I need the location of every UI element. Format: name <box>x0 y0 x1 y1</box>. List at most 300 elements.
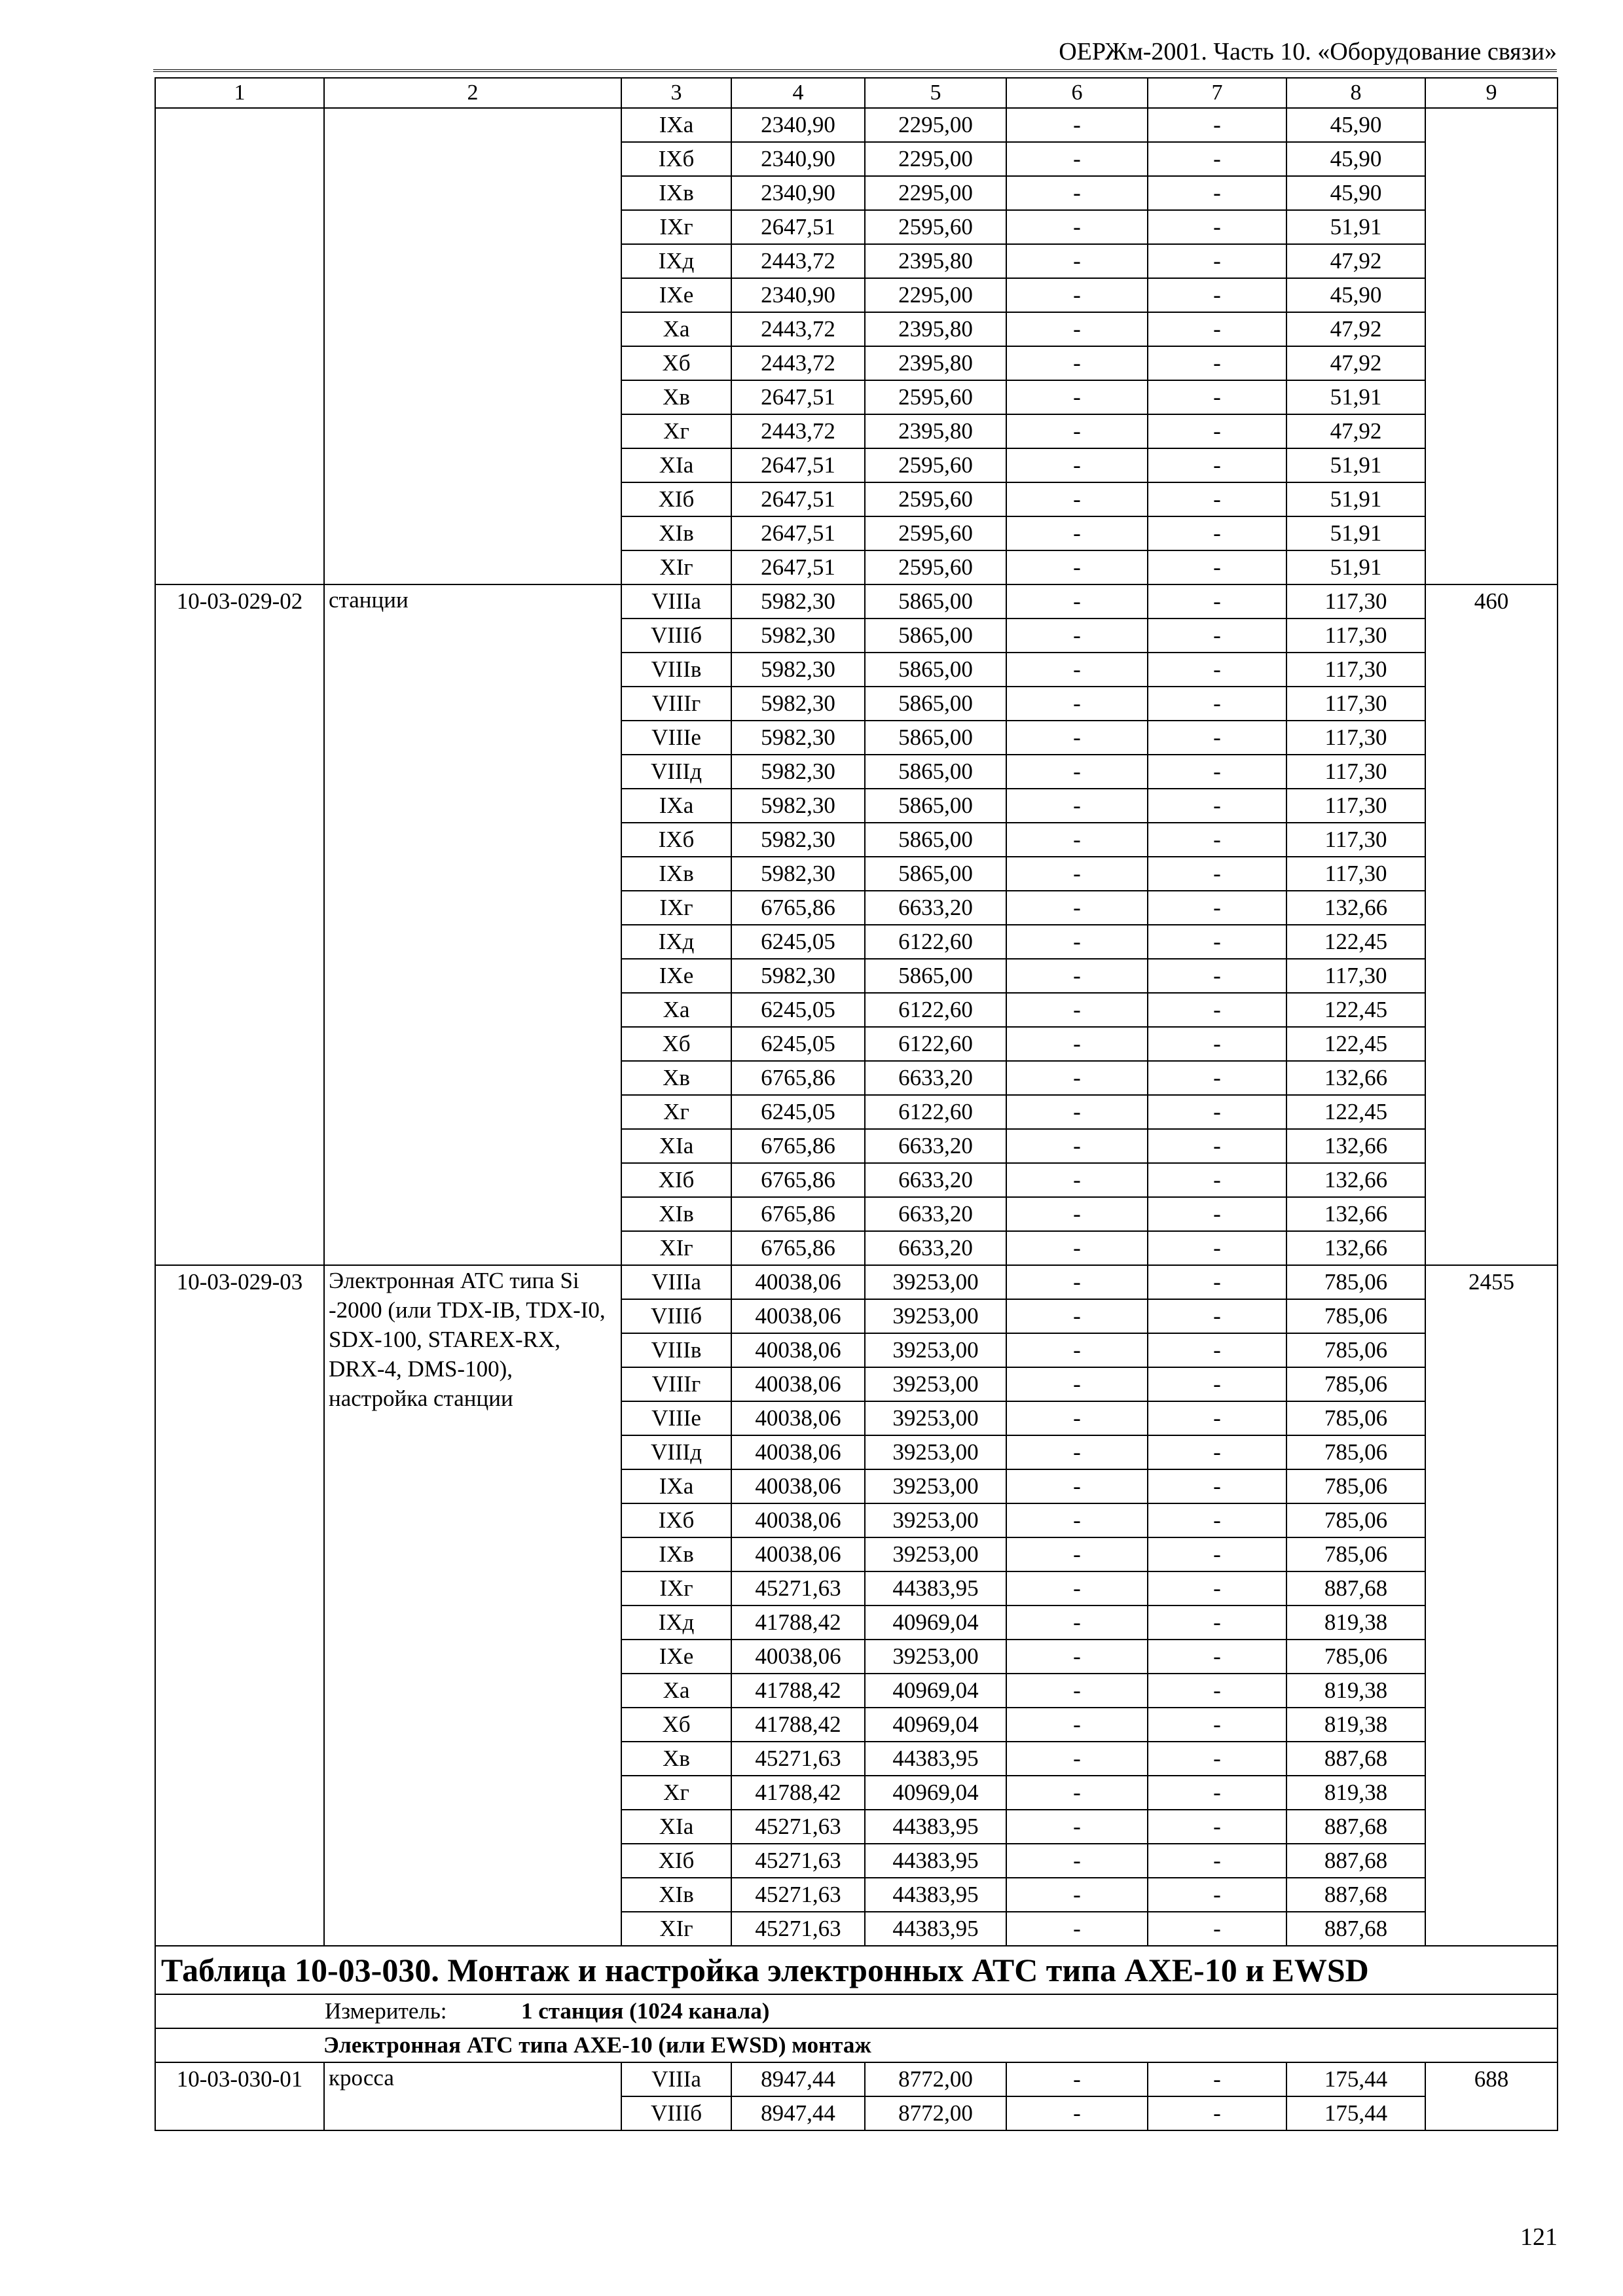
material-cell: 47,92 <box>1286 312 1425 346</box>
machine-cell: - <box>1006 721 1148 755</box>
page-number: 121 <box>1520 2223 1558 2251</box>
wage-cell: 39253,00 <box>865 1435 1006 1469</box>
direct-cost-cell: 6245,05 <box>731 925 865 959</box>
wage-cell: 44383,95 <box>865 1810 1006 1844</box>
direct-cost-cell: 6765,86 <box>731 1061 865 1095</box>
column-header: 4 <box>731 78 865 108</box>
direct-cost-cell: 6765,86 <box>731 1231 865 1265</box>
wage-cell: 5865,00 <box>865 584 1006 619</box>
machine-cell: - <box>1006 1333 1148 1367</box>
driver-wage-cell: - <box>1148 312 1286 346</box>
wage-cell: 39253,00 <box>865 1401 1006 1435</box>
material-cell: 45,90 <box>1286 278 1425 312</box>
material-cell: 887,68 <box>1286 1810 1425 1844</box>
direct-cost-cell: 5982,30 <box>731 789 865 823</box>
machine-cell: - <box>1006 1674 1148 1708</box>
labor-cost-cell: 2455 <box>1425 1265 1558 1946</box>
machine-cell: - <box>1006 448 1148 482</box>
direct-cost-cell: 41788,42 <box>731 1776 865 1810</box>
driver-wage-cell: - <box>1148 278 1286 312</box>
direct-cost-cell: 8947,44 <box>731 2062 865 2096</box>
wage-cell: 6633,20 <box>865 1129 1006 1163</box>
driver-wage-cell: - <box>1148 2096 1286 2130</box>
driver-wage-cell: - <box>1148 482 1286 516</box>
zone-cell: IXа <box>621 789 731 823</box>
labor-cost-cell <box>1425 108 1558 584</box>
material-cell: 122,45 <box>1286 925 1425 959</box>
machine-cell: - <box>1006 1435 1148 1469</box>
driver-wage-cell: - <box>1148 687 1286 721</box>
material-cell: 51,91 <box>1286 380 1425 414</box>
material-cell: 45,90 <box>1286 176 1425 210</box>
labor-cost-cell: 460 <box>1425 584 1558 1265</box>
wage-cell: 39253,00 <box>865 1299 1006 1333</box>
wage-cell: 6122,60 <box>865 925 1006 959</box>
material-cell: 51,91 <box>1286 482 1425 516</box>
machine-cell: - <box>1006 1640 1148 1674</box>
machine-cell: - <box>1006 1844 1148 1878</box>
driver-wage-cell: - <box>1148 380 1286 414</box>
material-cell: 819,38 <box>1286 1605 1425 1640</box>
wage-cell: 39253,00 <box>865 1469 1006 1503</box>
table-title: Таблица 10-03-030. Монтаж и настройка электронных АТС типа AXE-10 и EWSD <box>155 1946 1558 1994</box>
material-cell: 45,90 <box>1286 142 1425 176</box>
driver-wage-cell: - <box>1148 1367 1286 1401</box>
material-cell: 785,06 <box>1286 1401 1425 1435</box>
driver-wage-cell: - <box>1148 414 1286 448</box>
zone-cell: Xг <box>621 1095 731 1129</box>
zone-cell: Xа <box>621 1674 731 1708</box>
table-row <box>155 1265 1558 1299</box>
zone-cell: VIIIе <box>621 1401 731 1435</box>
machine-cell: - <box>1006 1231 1148 1265</box>
zone-cell: IXе <box>621 278 731 312</box>
zone-cell: VIIIа <box>621 1265 731 1299</box>
material-cell: 47,92 <box>1286 414 1425 448</box>
material-cell: 132,66 <box>1286 1197 1425 1231</box>
machine-cell: - <box>1006 891 1148 925</box>
direct-cost-cell: 5982,30 <box>731 619 865 653</box>
table-row <box>155 584 1558 619</box>
machine-cell: - <box>1006 516 1148 550</box>
zone-cell: XIа <box>621 1810 731 1844</box>
driver-wage-cell: - <box>1148 1640 1286 1674</box>
table-row <box>155 108 1558 142</box>
material-cell: 51,91 <box>1286 448 1425 482</box>
zone-cell: IXд <box>621 244 731 278</box>
driver-wage-cell: - <box>1148 176 1286 210</box>
direct-cost-cell: 2443,72 <box>731 346 865 380</box>
column-header: 2 <box>324 78 621 108</box>
material-cell: 117,30 <box>1286 653 1425 687</box>
material-cell: 117,30 <box>1286 959 1425 993</box>
wage-cell: 44383,95 <box>865 1844 1006 1878</box>
direct-cost-cell: 41788,42 <box>731 1708 865 1742</box>
direct-cost-cell: 45271,63 <box>731 1878 865 1912</box>
wage-cell: 2395,80 <box>865 244 1006 278</box>
zone-cell: IXв <box>621 857 731 891</box>
material-cell: 122,45 <box>1286 1095 1425 1129</box>
driver-wage-cell: - <box>1148 584 1286 619</box>
driver-wage-cell: - <box>1148 755 1286 789</box>
zone-cell: VIIIв <box>621 1333 731 1367</box>
driver-wage-cell: - <box>1148 1231 1286 1265</box>
wage-cell: 5865,00 <box>865 959 1006 993</box>
driver-wage-cell: - <box>1148 516 1286 550</box>
machine-cell: - <box>1006 857 1148 891</box>
direct-cost-cell: 5982,30 <box>731 721 865 755</box>
driver-wage-cell: - <box>1148 244 1286 278</box>
wage-cell: 2595,60 <box>865 448 1006 482</box>
direct-cost-cell: 45271,63 <box>731 1912 865 1946</box>
zone-cell: XIб <box>621 482 731 516</box>
driver-wage-cell: - <box>1148 1469 1286 1503</box>
zone-cell: VIIIг <box>621 687 731 721</box>
material-cell: 175,44 <box>1286 2096 1425 2130</box>
material-cell: 117,30 <box>1286 584 1425 619</box>
machine-cell: - <box>1006 1878 1148 1912</box>
material-cell: 132,66 <box>1286 1129 1425 1163</box>
material-cell: 785,06 <box>1286 1265 1425 1299</box>
driver-wage-cell: - <box>1148 550 1286 584</box>
material-cell: 117,30 <box>1286 755 1425 789</box>
wage-cell: 5865,00 <box>865 653 1006 687</box>
machine-cell: - <box>1006 346 1148 380</box>
machine-cell: - <box>1006 210 1148 244</box>
wage-cell: 6122,60 <box>865 993 1006 1027</box>
direct-cost-cell: 40038,06 <box>731 1401 865 1435</box>
direct-cost-cell: 6245,05 <box>731 993 865 1027</box>
column-header: 6 <box>1006 78 1148 108</box>
machine-cell: - <box>1006 584 1148 619</box>
machine-cell: - <box>1006 1708 1148 1742</box>
driver-wage-cell: - <box>1148 346 1286 380</box>
driver-wage-cell: - <box>1148 721 1286 755</box>
material-cell: 785,06 <box>1286 1640 1425 1674</box>
zone-cell: VIIIг <box>621 1367 731 1401</box>
material-cell: 819,38 <box>1286 1776 1425 1810</box>
machine-cell: - <box>1006 925 1148 959</box>
material-cell: 785,06 <box>1286 1367 1425 1401</box>
wage-cell: 6633,20 <box>865 1231 1006 1265</box>
machine-cell: - <box>1006 1367 1148 1401</box>
driver-wage-cell: - <box>1148 891 1286 925</box>
zone-cell: VIIIд <box>621 755 731 789</box>
zone-cell: VIIIб <box>621 2096 731 2130</box>
zone-cell: Xв <box>621 1061 731 1095</box>
meter-label: Измеритель: <box>325 1998 447 2024</box>
driver-wage-cell: - <box>1148 1708 1286 1742</box>
zone-cell: IXа <box>621 108 731 142</box>
direct-cost-cell: 2443,72 <box>731 414 865 448</box>
wage-cell: 6633,20 <box>865 1061 1006 1095</box>
wage-cell: 2595,60 <box>865 550 1006 584</box>
zone-cell: Xг <box>621 414 731 448</box>
wage-cell: 44383,95 <box>865 1912 1006 1946</box>
wage-cell: 5865,00 <box>865 619 1006 653</box>
zone-cell: XIб <box>621 1844 731 1878</box>
wage-cell: 2295,00 <box>865 108 1006 142</box>
direct-cost-cell: 40038,06 <box>731 1435 865 1469</box>
direct-cost-cell: 40038,06 <box>731 1503 865 1537</box>
wage-cell: 44383,95 <box>865 1878 1006 1912</box>
material-cell: 51,91 <box>1286 210 1425 244</box>
wage-cell: 5865,00 <box>865 823 1006 857</box>
zone-cell: IXд <box>621 1605 731 1640</box>
machine-cell: - <box>1006 108 1148 142</box>
column-number-row <box>155 78 1558 108</box>
direct-cost-cell: 5982,30 <box>731 959 865 993</box>
material-cell: 785,06 <box>1286 1435 1425 1469</box>
material-cell: 117,30 <box>1286 857 1425 891</box>
wage-cell: 40969,04 <box>865 1708 1006 1742</box>
direct-cost-cell: 2340,90 <box>731 278 865 312</box>
zone-cell: Xа <box>621 993 731 1027</box>
driver-wage-cell: - <box>1148 1878 1286 1912</box>
machine-cell: - <box>1006 2062 1148 2096</box>
driver-wage-cell: - <box>1148 1571 1286 1605</box>
wage-cell: 8772,00 <box>865 2096 1006 2130</box>
driver-wage-cell: - <box>1148 1912 1286 1946</box>
zone-cell: Xв <box>621 380 731 414</box>
driver-wage-cell: - <box>1148 1537 1286 1571</box>
machine-cell: - <box>1006 1537 1148 1571</box>
direct-cost-cell: 40038,06 <box>731 1537 865 1571</box>
direct-cost-cell: 2647,51 <box>731 550 865 584</box>
zone-cell: Xг <box>621 1776 731 1810</box>
driver-wage-cell: - <box>1148 1674 1286 1708</box>
machine-cell: - <box>1006 1129 1148 1163</box>
machine-cell: - <box>1006 1163 1148 1197</box>
material-cell: 117,30 <box>1286 823 1425 857</box>
machine-cell: - <box>1006 380 1148 414</box>
material-cell: 117,30 <box>1286 687 1425 721</box>
labor-cost-cell: 688 <box>1425 2062 1558 2130</box>
material-cell: 117,30 <box>1286 721 1425 755</box>
direct-cost-cell: 40038,06 <box>731 1333 865 1367</box>
zone-cell: IXв <box>621 176 731 210</box>
driver-wage-cell: - <box>1148 959 1286 993</box>
direct-cost-cell: 40038,06 <box>731 1469 865 1503</box>
driver-wage-cell: - <box>1148 789 1286 823</box>
zone-cell: VIIIд <box>621 1435 731 1469</box>
zone-cell: XIв <box>621 1197 731 1231</box>
driver-wage-cell: - <box>1148 1776 1286 1810</box>
material-cell: 132,66 <box>1286 891 1425 925</box>
machine-cell: - <box>1006 482 1148 516</box>
rates-table <box>155 77 1558 2131</box>
direct-cost-cell: 6765,86 <box>731 1163 865 1197</box>
direct-cost-cell: 45271,63 <box>731 1571 865 1605</box>
zone-cell: IXг <box>621 1571 731 1605</box>
wage-cell: 5865,00 <box>865 687 1006 721</box>
wage-cell: 2595,60 <box>865 380 1006 414</box>
wage-cell: 2595,60 <box>865 210 1006 244</box>
direct-cost-cell: 45271,63 <box>731 1742 865 1776</box>
zone-cell: IXд <box>621 925 731 959</box>
machine-cell: - <box>1006 312 1148 346</box>
machine-cell: - <box>1006 414 1148 448</box>
driver-wage-cell: - <box>1148 1027 1286 1061</box>
direct-cost-cell: 5982,30 <box>731 584 865 619</box>
wage-cell: 6122,60 <box>865 1027 1006 1061</box>
direct-cost-cell: 2647,51 <box>731 448 865 482</box>
direct-cost-cell: 6765,86 <box>731 891 865 925</box>
direct-cost-cell: 45271,63 <box>731 1844 865 1878</box>
machine-cell: - <box>1006 755 1148 789</box>
column-header: 5 <box>865 78 1006 108</box>
machine-cell: - <box>1006 1197 1148 1231</box>
machine-cell: - <box>1006 789 1148 823</box>
zone-cell: XIа <box>621 1129 731 1163</box>
column-header: 3 <box>621 78 731 108</box>
wage-cell: 39253,00 <box>865 1367 1006 1401</box>
wage-cell: 40969,04 <box>865 1674 1006 1708</box>
column-header: 8 <box>1286 78 1425 108</box>
driver-wage-cell: - <box>1148 1605 1286 1640</box>
material-cell: 819,38 <box>1286 1708 1425 1742</box>
driver-wage-cell: - <box>1148 857 1286 891</box>
direct-cost-cell: 6245,05 <box>731 1027 865 1061</box>
rate-name-cell: кросса <box>324 2062 621 2130</box>
driver-wage-cell: - <box>1148 1333 1286 1367</box>
driver-wage-cell: - <box>1148 823 1286 857</box>
machine-cell: - <box>1006 823 1148 857</box>
wage-cell: 2595,60 <box>865 516 1006 550</box>
wage-cell: 2295,00 <box>865 142 1006 176</box>
rate-code-cell <box>155 108 324 584</box>
material-cell: 785,06 <box>1286 1537 1425 1571</box>
rates-table-body <box>155 78 1558 2130</box>
driver-wage-cell: - <box>1148 108 1286 142</box>
wage-cell: 6122,60 <box>865 1095 1006 1129</box>
material-cell: 117,30 <box>1286 789 1425 823</box>
direct-cost-cell: 6245,05 <box>731 1095 865 1129</box>
direct-cost-cell: 2443,72 <box>731 312 865 346</box>
zone-cell: IXб <box>621 823 731 857</box>
direct-cost-cell: 2647,51 <box>731 380 865 414</box>
direct-cost-cell: 5982,30 <box>731 687 865 721</box>
machine-cell: - <box>1006 1027 1148 1061</box>
machine-cell: - <box>1006 278 1148 312</box>
driver-wage-cell: - <box>1148 1435 1286 1469</box>
machine-cell: - <box>1006 1469 1148 1503</box>
driver-wage-cell: - <box>1148 1265 1286 1299</box>
wage-cell: 39253,00 <box>865 1640 1006 1674</box>
material-cell: 122,45 <box>1286 1027 1425 1061</box>
direct-cost-cell: 5982,30 <box>731 653 865 687</box>
wage-cell: 6633,20 <box>865 891 1006 925</box>
driver-wage-cell: - <box>1148 1299 1286 1333</box>
driver-wage-cell: - <box>1148 1810 1286 1844</box>
wage-cell: 5865,00 <box>865 721 1006 755</box>
material-cell: 117,30 <box>1286 619 1425 653</box>
material-cell: 175,44 <box>1286 2062 1425 2096</box>
driver-wage-cell: - <box>1148 1061 1286 1095</box>
direct-cost-cell: 41788,42 <box>731 1605 865 1640</box>
rate-code-cell: 10-03-029-02 <box>155 584 324 1265</box>
wage-cell: 2295,00 <box>865 176 1006 210</box>
material-cell: 785,06 <box>1286 1299 1425 1333</box>
material-cell: 887,68 <box>1286 1571 1425 1605</box>
zone-cell: Xв <box>621 1742 731 1776</box>
wage-cell: 39253,00 <box>865 1503 1006 1537</box>
material-cell: 887,68 <box>1286 1742 1425 1776</box>
material-cell: 132,66 <box>1286 1231 1425 1265</box>
material-cell: 47,92 <box>1286 346 1425 380</box>
wage-cell: 44383,95 <box>865 1742 1006 1776</box>
page-header: ОЕРЖм-2001. Часть 10. «Оборудование связи» <box>153 37 1557 72</box>
machine-cell: - <box>1006 550 1148 584</box>
zone-cell: VIIIб <box>621 1299 731 1333</box>
wage-cell: 39253,00 <box>865 1537 1006 1571</box>
meter-row <box>155 1994 1558 2028</box>
section-heading-row <box>155 2028 1558 2062</box>
wage-cell: 44383,95 <box>865 1571 1006 1605</box>
machine-cell: - <box>1006 993 1148 1027</box>
rate-name-cell: Электронная АТС типа Si -2000 (или TDX-IB, TDX-I0, SDX-100, STAREX-RX, DRX-4, DMS-100), настройка станции <box>324 1265 621 1946</box>
rate-name-cell: станции <box>324 584 621 1265</box>
wage-cell: 39253,00 <box>865 1333 1006 1367</box>
zone-cell: XIг <box>621 550 731 584</box>
zone-cell: Xб <box>621 1027 731 1061</box>
material-cell: 887,68 <box>1286 1878 1425 1912</box>
wage-cell: 2395,80 <box>865 414 1006 448</box>
material-cell: 887,68 <box>1286 1844 1425 1878</box>
table-row <box>155 2062 1558 2096</box>
machine-cell: - <box>1006 1776 1148 1810</box>
driver-wage-cell: - <box>1148 993 1286 1027</box>
wage-cell: 2295,00 <box>865 278 1006 312</box>
zone-cell: IXг <box>621 891 731 925</box>
driver-wage-cell: - <box>1148 1095 1286 1129</box>
zone-cell: XIг <box>621 1231 731 1265</box>
direct-cost-cell: 6765,86 <box>731 1197 865 1231</box>
material-cell: 51,91 <box>1286 550 1425 584</box>
machine-cell: - <box>1006 1571 1148 1605</box>
machine-cell: - <box>1006 1742 1148 1776</box>
zone-cell: Xб <box>621 1708 731 1742</box>
driver-wage-cell: - <box>1148 1742 1286 1776</box>
column-header: 7 <box>1148 78 1286 108</box>
driver-wage-cell: - <box>1148 925 1286 959</box>
direct-cost-cell: 2340,90 <box>731 142 865 176</box>
zone-cell: XIа <box>621 448 731 482</box>
machine-cell: - <box>1006 653 1148 687</box>
wage-cell: 40969,04 <box>865 1776 1006 1810</box>
machine-cell: - <box>1006 1810 1148 1844</box>
machine-cell: - <box>1006 1299 1148 1333</box>
direct-cost-cell: 5982,30 <box>731 755 865 789</box>
driver-wage-cell: - <box>1148 1197 1286 1231</box>
zone-cell: VIIIе <box>621 721 731 755</box>
wage-cell: 2395,80 <box>865 312 1006 346</box>
wage-cell: 2595,60 <box>865 482 1006 516</box>
zone-cell: Xб <box>621 346 731 380</box>
wage-cell: 6633,20 <box>865 1163 1006 1197</box>
zone-cell: XIв <box>621 516 731 550</box>
direct-cost-cell: 8947,44 <box>731 2096 865 2130</box>
zone-cell: IXе <box>621 959 731 993</box>
driver-wage-cell: - <box>1148 210 1286 244</box>
machine-cell: - <box>1006 1605 1148 1640</box>
direct-cost-cell: 40038,06 <box>731 1299 865 1333</box>
direct-cost-cell: 45271,63 <box>731 1810 865 1844</box>
driver-wage-cell: - <box>1148 1163 1286 1197</box>
machine-cell: - <box>1006 2096 1148 2130</box>
zone-cell: VIIIа <box>621 2062 731 2096</box>
direct-cost-cell: 2340,90 <box>731 108 865 142</box>
